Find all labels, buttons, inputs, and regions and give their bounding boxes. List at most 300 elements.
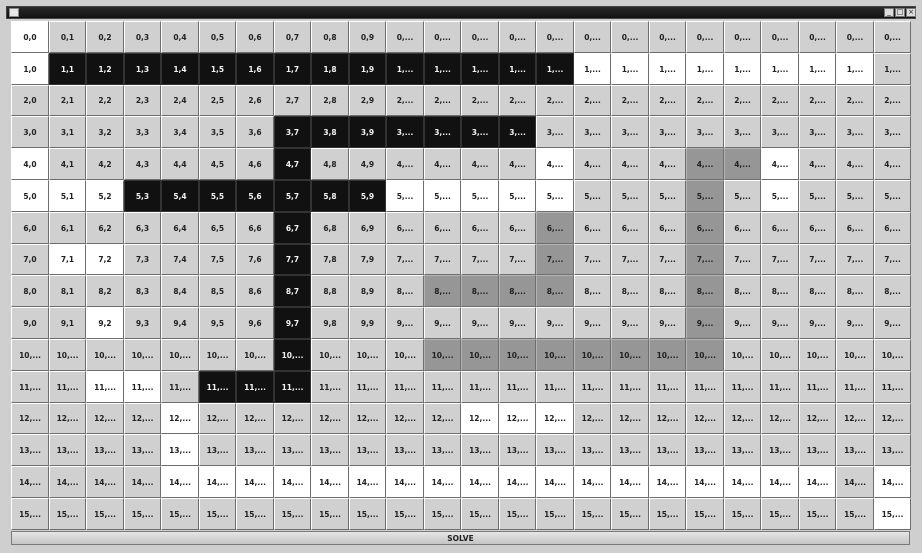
grid-cell-empty[interactable]: 6,1 xyxy=(49,212,86,244)
grid-cell-empty[interactable]: 15,... xyxy=(124,498,161,530)
grid-cell-empty[interactable]: 15,... xyxy=(686,498,724,530)
grid-cell-empty[interactable]: 13,... xyxy=(274,434,311,466)
grid-cell-empty[interactable]: 9,... xyxy=(724,307,761,339)
grid-cell-empty[interactable]: 9,8 xyxy=(311,307,349,339)
grid-cell-empty[interactable]: 2,4 xyxy=(161,85,199,116)
grid-cell-empty[interactable]: 4,9 xyxy=(349,148,386,180)
grid-cell-wall[interactable]: 5,4 xyxy=(161,180,199,212)
grid-cell-empty[interactable]: 12,... xyxy=(49,403,86,434)
grid-cell-open[interactable]: 14,... xyxy=(724,466,761,498)
grid-cell-path[interactable]: 9,... xyxy=(686,307,724,339)
grid-cell-empty[interactable]: 3,... xyxy=(799,116,836,148)
grid-cell-empty[interactable]: 14,... xyxy=(11,466,49,498)
grid-cell-empty[interactable]: 4,8 xyxy=(311,148,349,180)
grid-cell-empty[interactable]: 6,2 xyxy=(86,212,124,244)
grid-cell-empty[interactable]: 13,... xyxy=(236,434,274,466)
grid-cell-open[interactable]: 12,... xyxy=(161,403,199,434)
grid-cell-empty[interactable]: 3,3 xyxy=(124,116,161,148)
grid-cell-empty[interactable]: 0,... xyxy=(611,21,649,53)
grid-cell-empty[interactable]: 11,... xyxy=(836,371,874,403)
grid-cell-empty[interactable]: 8,8 xyxy=(311,275,349,307)
grid-cell-empty[interactable]: 9,1 xyxy=(49,307,86,339)
grid-cell-empty[interactable]: 7,9 xyxy=(349,244,386,275)
grid-cell-empty[interactable]: 11,... xyxy=(161,371,199,403)
grid-cell-empty[interactable]: 9,6 xyxy=(236,307,274,339)
grid-cell-open[interactable]: 14,... xyxy=(536,466,574,498)
grid-cell-empty[interactable]: 12,... xyxy=(11,403,49,434)
grid-cell-empty[interactable]: 6,3 xyxy=(124,212,161,244)
grid-cell-path[interactable]: 10,... xyxy=(424,339,461,371)
grid-cell-wall[interactable]: 3,9 xyxy=(349,116,386,148)
grid-cell-empty[interactable]: 6,9 xyxy=(349,212,386,244)
grid-cell-open[interactable]: 14,... xyxy=(311,466,349,498)
grid-cell-empty[interactable]: 2,... xyxy=(874,85,911,116)
grid-cell-empty[interactable]: 2,... xyxy=(611,85,649,116)
grid-cell-wall[interactable]: 1,1 xyxy=(49,53,86,85)
grid-cell-open[interactable]: 12,... xyxy=(461,403,499,434)
grid-cell-empty[interactable]: 0,... xyxy=(836,21,874,53)
grid-cell-empty[interactable]: 1,... xyxy=(874,53,911,85)
grid-cell-open[interactable]: 1,... xyxy=(574,53,611,85)
grid-cell-open[interactable]: 1,... xyxy=(611,53,649,85)
grid-cell-open[interactable]: 1,... xyxy=(724,53,761,85)
grid-cell-empty[interactable]: 10,... xyxy=(124,339,161,371)
grid-cell-wall[interactable]: 6,7 xyxy=(274,212,311,244)
grid-cell-empty[interactable]: 10,... xyxy=(761,339,799,371)
grid-cell-empty[interactable]: 4,1 xyxy=(49,148,86,180)
grid-cell-empty[interactable]: 12,... xyxy=(799,403,836,434)
grid-cell-open[interactable]: 14,... xyxy=(574,466,611,498)
grid-cell-path[interactable]: 10,... xyxy=(574,339,611,371)
grid-cell-empty[interactable]: 10,... xyxy=(874,339,911,371)
grid-cell-empty[interactable]: 3,... xyxy=(536,116,574,148)
grid-cell-empty[interactable]: 8,... xyxy=(649,275,686,307)
grid-cell-wall[interactable]: 10,... xyxy=(274,339,311,371)
grid-cell-empty[interactable]: 5,... xyxy=(799,180,836,212)
minimize-button[interactable]: _ xyxy=(884,8,894,17)
grid-cell-open[interactable]: 14,... xyxy=(799,466,836,498)
grid-cell-open[interactable]: 7,2 xyxy=(86,244,124,275)
grid-cell-empty[interactable]: 14,... xyxy=(124,466,161,498)
grid-cell-empty[interactable]: 7,... xyxy=(836,244,874,275)
grid-cell-empty[interactable]: 15,... xyxy=(649,498,686,530)
grid-cell-empty[interactable]: 12,... xyxy=(86,403,124,434)
grid-cell-path[interactable]: 7,... xyxy=(536,244,574,275)
grid-cell-open[interactable]: 14,... xyxy=(611,466,649,498)
grid-cell-path[interactable]: 10,... xyxy=(499,339,536,371)
grid-cell-empty[interactable]: 15,... xyxy=(761,498,799,530)
grid-cell-wall[interactable]: 9,7 xyxy=(274,307,311,339)
grid-cell-wall[interactable]: 5,6 xyxy=(236,180,274,212)
grid-cell-open[interactable]: 5,... xyxy=(536,180,574,212)
grid-cell-empty[interactable]: 6,6 xyxy=(236,212,274,244)
grid-cell-path[interactable]: 6,... xyxy=(536,212,574,244)
grid-cell-wall[interactable]: 1,... xyxy=(424,53,461,85)
grid-cell-empty[interactable]: 7,... xyxy=(386,244,424,275)
grid-cell-empty[interactable]: 7,... xyxy=(761,244,799,275)
grid-cell-empty[interactable]: 12,... xyxy=(611,403,649,434)
grid-cell-empty[interactable]: 2,... xyxy=(724,85,761,116)
grid-cell-empty[interactable]: 15,... xyxy=(86,498,124,530)
grid-cell-empty[interactable]: 15,... xyxy=(386,498,424,530)
grid-cell-empty[interactable]: 0,... xyxy=(686,21,724,53)
grid-cell-open[interactable]: 5,... xyxy=(461,180,499,212)
grid-cell-empty[interactable]: 0,5 xyxy=(199,21,236,53)
grid-cell-empty[interactable]: 5,... xyxy=(874,180,911,212)
grid-cell-empty[interactable]: 9,... xyxy=(461,307,499,339)
grid-cell-empty[interactable]: 12,... xyxy=(574,403,611,434)
grid-cell-empty[interactable]: 0,... xyxy=(461,21,499,53)
grid-cell-empty[interactable]: 13,... xyxy=(874,434,911,466)
grid-cell-empty[interactable]: 2,... xyxy=(574,85,611,116)
grid-cell-wall[interactable]: 5,8 xyxy=(311,180,349,212)
title-bar[interactable] xyxy=(6,6,916,19)
grid-cell-empty[interactable]: 9,... xyxy=(611,307,649,339)
grid-cell-open[interactable]: 9,2 xyxy=(86,307,124,339)
grid-cell-empty[interactable]: 10,... xyxy=(11,339,49,371)
grid-cell-wall[interactable]: 1,6 xyxy=(236,53,274,85)
grid-cell-empty[interactable]: 7,4 xyxy=(161,244,199,275)
grid-cell-empty[interactable]: 7,... xyxy=(499,244,536,275)
grid-cell-empty[interactable]: 0,9 xyxy=(349,21,386,53)
grid-cell-empty[interactable]: 7,... xyxy=(611,244,649,275)
grid-cell-empty[interactable]: 2,... xyxy=(686,85,724,116)
grid-cell-empty[interactable]: 9,... xyxy=(386,307,424,339)
grid-cell-empty[interactable]: 9,... xyxy=(761,307,799,339)
grid-cell-path[interactable]: 10,... xyxy=(461,339,499,371)
grid-cell-empty[interactable]: 2,... xyxy=(761,85,799,116)
grid-cell-open[interactable]: 1,... xyxy=(799,53,836,85)
grid-cell-wall[interactable]: 11,... xyxy=(236,371,274,403)
grid-cell-empty[interactable]: 8,... xyxy=(724,275,761,307)
grid-cell-empty[interactable]: 9,... xyxy=(836,307,874,339)
grid-cell-empty[interactable]: 14,... xyxy=(86,466,124,498)
grid-cell-empty[interactable]: 4,... xyxy=(799,148,836,180)
grid-cell-wall[interactable]: 5,3 xyxy=(124,180,161,212)
grid-cell-wall[interactable]: 5,5 xyxy=(199,180,236,212)
grid-cell-empty[interactable]: 4,... xyxy=(461,148,499,180)
grid-cell-open[interactable]: 4,0 xyxy=(11,148,49,180)
grid-cell-path[interactable]: 10,... xyxy=(611,339,649,371)
grid-cell-open[interactable]: 1,... xyxy=(649,53,686,85)
grid-cell-empty[interactable]: 13,... xyxy=(461,434,499,466)
grid-cell-empty[interactable]: 13,... xyxy=(11,434,49,466)
grid-cell-empty[interactable]: 2,... xyxy=(799,85,836,116)
grid-cell-empty[interactable]: 12,... xyxy=(836,403,874,434)
grid-cell-empty[interactable]: 2,8 xyxy=(311,85,349,116)
grid-cell-empty[interactable]: 2,2 xyxy=(86,85,124,116)
grid-cell-open[interactable]: 14,... xyxy=(236,466,274,498)
grid-cell-open[interactable]: 5,1 xyxy=(49,180,86,212)
grid-cell-path[interactable]: 10,... xyxy=(686,339,724,371)
grid-cell-empty[interactable]: 10,... xyxy=(311,339,349,371)
grid-cell-empty[interactable]: 7,... xyxy=(574,244,611,275)
grid-cell-empty[interactable]: 9,... xyxy=(499,307,536,339)
grid-cell-empty[interactable]: 6,0 xyxy=(11,212,49,244)
grid-cell-empty[interactable]: 2,... xyxy=(536,85,574,116)
grid-cell-open[interactable]: 1,... xyxy=(686,53,724,85)
grid-cell-empty[interactable]: 9,... xyxy=(574,307,611,339)
grid-cell-empty[interactable]: 11,... xyxy=(49,371,86,403)
grid-cell-empty[interactable]: 10,... xyxy=(49,339,86,371)
grid-cell-empty[interactable]: 11,... xyxy=(611,371,649,403)
grid-cell-open[interactable]: 4,... xyxy=(536,148,574,180)
grid-cell-empty[interactable]: 9,... xyxy=(649,307,686,339)
grid-cell-open[interactable]: 12,... xyxy=(499,403,536,434)
grid-cell-empty[interactable]: 3,5 xyxy=(199,116,236,148)
grid-cell-empty[interactable]: 13,... xyxy=(611,434,649,466)
grid-cell-empty[interactable]: 0,... xyxy=(536,21,574,53)
grid-cell-empty[interactable]: 2,... xyxy=(499,85,536,116)
grid-cell-open[interactable]: 5,0 xyxy=(11,180,49,212)
grid-cell-empty[interactable]: 0,... xyxy=(724,21,761,53)
grid-cell-open[interactable]: 4,... xyxy=(761,148,799,180)
grid-cell-wall[interactable]: 1,2 xyxy=(86,53,124,85)
grid-cell-empty[interactable]: 15,... xyxy=(611,498,649,530)
grid-cell-empty[interactable]: 11,... xyxy=(311,371,349,403)
grid-cell-path[interactable]: 8,... xyxy=(686,275,724,307)
grid-cell-empty[interactable]: 6,... xyxy=(386,212,424,244)
grid-cell-open[interactable]: 5,... xyxy=(499,180,536,212)
grid-cell-empty[interactable]: 15,... xyxy=(311,498,349,530)
grid-cell-empty[interactable]: 6,... xyxy=(649,212,686,244)
grid-cell-empty[interactable]: 0,... xyxy=(386,21,424,53)
grid-cell-empty[interactable]: 11,... xyxy=(686,371,724,403)
grid-cell-open[interactable]: 7,1 xyxy=(49,244,86,275)
grid-cell-path[interactable]: 4,... xyxy=(724,148,761,180)
grid-cell-empty[interactable]: 7,0 xyxy=(11,244,49,275)
grid-cell-wall[interactable]: 3,... xyxy=(499,116,536,148)
grid-cell-empty[interactable]: 8,... xyxy=(799,275,836,307)
grid-cell-open[interactable]: 14,... xyxy=(274,466,311,498)
grid-cell-empty[interactable]: 11,... xyxy=(11,371,49,403)
grid-cell-open[interactable]: 5,... xyxy=(761,180,799,212)
grid-cell-empty[interactable]: 15,... xyxy=(49,498,86,530)
grid-cell-open[interactable]: 1,0 xyxy=(11,53,49,85)
grid-cell-wall[interactable]: 1,... xyxy=(461,53,499,85)
grid-cell-open[interactable]: 1,... xyxy=(761,53,799,85)
grid-cell-empty[interactable]: 6,5 xyxy=(199,212,236,244)
grid-cell-empty[interactable]: 10,... xyxy=(724,339,761,371)
grid-cell-empty[interactable]: 8,9 xyxy=(349,275,386,307)
grid-cell-empty[interactable]: 6,... xyxy=(574,212,611,244)
grid-cell-empty[interactable]: 12,... xyxy=(236,403,274,434)
grid-cell-empty[interactable]: 6,8 xyxy=(311,212,349,244)
grid-cell-empty[interactable]: 8,5 xyxy=(199,275,236,307)
grid-cell-empty[interactable]: 3,... xyxy=(874,116,911,148)
grid-cell-wall[interactable]: 11,... xyxy=(274,371,311,403)
grid-cell-empty[interactable]: 6,... xyxy=(836,212,874,244)
grid-cell-open[interactable]: 12,... xyxy=(536,403,574,434)
grid-cell-empty[interactable]: 7,... xyxy=(649,244,686,275)
grid-cell-empty[interactable]: 15,... xyxy=(424,498,461,530)
solve-button[interactable]: SOLVE xyxy=(11,531,910,545)
grid-cell-empty[interactable]: 8,6 xyxy=(236,275,274,307)
grid-cell-empty[interactable]: 12,... xyxy=(124,403,161,434)
grid-cell-empty[interactable]: 4,2 xyxy=(86,148,124,180)
grid-cell-open[interactable]: 14,... xyxy=(161,466,199,498)
grid-cell-path[interactable]: 8,... xyxy=(499,275,536,307)
grid-cell-empty[interactable]: 9,... xyxy=(424,307,461,339)
grid-cell-empty[interactable]: 10,... xyxy=(161,339,199,371)
grid-cell-empty[interactable]: 0,... xyxy=(761,21,799,53)
grid-cell-empty[interactable]: 11,... xyxy=(461,371,499,403)
grid-cell-empty[interactable]: 4,4 xyxy=(161,148,199,180)
grid-cell-empty[interactable]: 0,8 xyxy=(311,21,349,53)
grid-cell-empty[interactable]: 3,2 xyxy=(86,116,124,148)
grid-cell-empty[interactable]: 9,9 xyxy=(349,307,386,339)
grid-cell-empty[interactable]: 12,... xyxy=(199,403,236,434)
grid-cell-empty[interactable]: 8,... xyxy=(386,275,424,307)
grid-cell-empty[interactable]: 11,... xyxy=(724,371,761,403)
grid-cell-empty[interactable]: 15,... xyxy=(461,498,499,530)
grid-cell-empty[interactable]: 13,... xyxy=(386,434,424,466)
grid-cell-empty[interactable]: 11,... xyxy=(536,371,574,403)
grid-cell-empty[interactable]: 2,9 xyxy=(349,85,386,116)
grid-cell-open[interactable]: 5,2 xyxy=(86,180,124,212)
grid-cell-empty[interactable]: 0,1 xyxy=(49,21,86,53)
grid-cell-open[interactable]: 14,... xyxy=(199,466,236,498)
grid-cell-empty[interactable]: 15,... xyxy=(274,498,311,530)
grid-cell-empty[interactable]: 8,... xyxy=(761,275,799,307)
grid-cell-path[interactable]: 5,... xyxy=(686,180,724,212)
grid-cell-empty[interactable]: 8,... xyxy=(874,275,911,307)
grid-cell-empty[interactable]: 4,... xyxy=(386,148,424,180)
grid-cell-empty[interactable]: 12,... xyxy=(761,403,799,434)
grid-cell-empty[interactable]: 4,... xyxy=(874,148,911,180)
grid-cell-empty[interactable]: 13,... xyxy=(649,434,686,466)
grid-cell-empty[interactable]: 15,... xyxy=(724,498,761,530)
grid-cell-empty[interactable]: 2,1 xyxy=(49,85,86,116)
grid-cell-empty[interactable]: 11,... xyxy=(574,371,611,403)
grid-cell-empty[interactable]: 5,... xyxy=(574,180,611,212)
grid-cell-empty[interactable]: 7,... xyxy=(461,244,499,275)
grid-cell-path[interactable]: 7,... xyxy=(686,244,724,275)
grid-cell-empty[interactable]: 9,... xyxy=(874,307,911,339)
grid-cell-empty[interactable]: 2,... xyxy=(649,85,686,116)
grid-cell-empty[interactable]: 12,... xyxy=(649,403,686,434)
grid-cell-empty[interactable]: 13,... xyxy=(724,434,761,466)
grid-cell-wall[interactable]: 8,7 xyxy=(274,275,311,307)
grid-cell-empty[interactable]: 13,... xyxy=(574,434,611,466)
grid-cell-empty[interactable]: 11,... xyxy=(761,371,799,403)
grid-cell-open[interactable]: 14,... xyxy=(386,466,424,498)
grid-cell-empty[interactable]: 3,... xyxy=(611,116,649,148)
grid-cell-empty[interactable]: 7,3 xyxy=(124,244,161,275)
grid-cell-wall[interactable]: 1,3 xyxy=(124,53,161,85)
maximize-button[interactable]: □ xyxy=(896,8,904,16)
grid-cell-empty[interactable]: 0,... xyxy=(424,21,461,53)
grid-cell-empty[interactable]: 9,... xyxy=(536,307,574,339)
grid-cell-empty[interactable]: 9,5 xyxy=(199,307,236,339)
grid-cell-empty[interactable]: 11,... xyxy=(499,371,536,403)
grid-cell-empty[interactable]: 8,3 xyxy=(124,275,161,307)
grid-cell-empty[interactable]: 15,... xyxy=(11,498,49,530)
grid-cell-empty[interactable]: 3,4 xyxy=(161,116,199,148)
grid-cell-empty[interactable]: 0,... xyxy=(574,21,611,53)
grid-cell-wall[interactable]: 4,7 xyxy=(274,148,311,180)
grid-cell-empty[interactable]: 0,7 xyxy=(274,21,311,53)
grid-cell-path[interactable]: 8,... xyxy=(461,275,499,307)
grid-cell-open[interactable]: 14,... xyxy=(424,466,461,498)
grid-cell-empty[interactable]: 0,2 xyxy=(86,21,124,53)
grid-cell-open[interactable]: 14,... xyxy=(649,466,686,498)
grid-cell-wall[interactable]: 1,... xyxy=(499,53,536,85)
grid-cell-empty[interactable]: 8,4 xyxy=(161,275,199,307)
grid-cell-empty[interactable]: 15,... xyxy=(836,498,874,530)
grid-cell-empty[interactable]: 14,... xyxy=(836,466,874,498)
grid-cell-empty[interactable]: 3,... xyxy=(724,116,761,148)
grid-cell-empty[interactable]: 2,6 xyxy=(236,85,274,116)
grid-cell-empty[interactable]: 6,4 xyxy=(161,212,199,244)
grid-cell-empty[interactable]: 13,... xyxy=(424,434,461,466)
grid-cell-empty[interactable]: 11,... xyxy=(649,371,686,403)
grid-cell-open[interactable]: 0,0 xyxy=(11,21,49,53)
grid-cell-empty[interactable]: 2,5 xyxy=(199,85,236,116)
grid-cell-empty[interactable]: 13,... xyxy=(349,434,386,466)
grid-cell-open[interactable]: 15,... xyxy=(874,498,911,530)
grid-cell-wall[interactable]: 11,... xyxy=(199,371,236,403)
grid-cell-empty[interactable]: 6,... xyxy=(874,212,911,244)
grid-cell-empty[interactable]: 3,0 xyxy=(11,116,49,148)
grid-cell-empty[interactable]: 3,... xyxy=(649,116,686,148)
grid-cell-empty[interactable]: 4,3 xyxy=(124,148,161,180)
grid-cell-empty[interactable]: 3,... xyxy=(574,116,611,148)
grid-cell-open[interactable]: 14,... xyxy=(686,466,724,498)
grid-cell-open[interactable]: 11,... xyxy=(124,371,161,403)
grid-cell-empty[interactable]: 9,... xyxy=(799,307,836,339)
grid-cell-empty[interactable]: 0,... xyxy=(874,21,911,53)
grid-cell-empty[interactable]: 11,... xyxy=(799,371,836,403)
grid-cell-empty[interactable]: 3,... xyxy=(686,116,724,148)
grid-cell-empty[interactable]: 2,3 xyxy=(124,85,161,116)
grid-cell-empty[interactable]: 15,... xyxy=(161,498,199,530)
grid-cell-open[interactable]: 14,... xyxy=(349,466,386,498)
grid-cell-open[interactable]: 13,... xyxy=(161,434,199,466)
grid-cell-empty[interactable]: 3,1 xyxy=(49,116,86,148)
grid-cell-empty[interactable]: 12,... xyxy=(349,403,386,434)
grid-cell-open[interactable]: 1,... xyxy=(836,53,874,85)
grid-cell-empty[interactable]: 3,6 xyxy=(236,116,274,148)
grid-cell-empty[interactable]: 11,... xyxy=(424,371,461,403)
grid-cell-empty[interactable]: 6,... xyxy=(761,212,799,244)
grid-cell-empty[interactable]: 7,5 xyxy=(199,244,236,275)
grid-cell-path[interactable]: 8,... xyxy=(536,275,574,307)
grid-cell-empty[interactable]: 3,... xyxy=(761,116,799,148)
grid-cell-empty[interactable]: 4,... xyxy=(574,148,611,180)
grid-cell-empty[interactable]: 4,5 xyxy=(199,148,236,180)
grid-cell-path[interactable]: 4,... xyxy=(686,148,724,180)
grid-cell-wall[interactable]: 1,5 xyxy=(199,53,236,85)
grid-cell-empty[interactable]: 12,... xyxy=(724,403,761,434)
grid-cell-path[interactable]: 8,... xyxy=(424,275,461,307)
grid-cell-empty[interactable]: 10,... xyxy=(386,339,424,371)
grid-cell-open[interactable]: 14,... xyxy=(461,466,499,498)
grid-cell-empty[interactable]: 0,... xyxy=(799,21,836,53)
grid-cell-empty[interactable]: 10,... xyxy=(349,339,386,371)
grid-cell-empty[interactable]: 14,... xyxy=(49,466,86,498)
grid-cell-wall[interactable]: 1,9 xyxy=(349,53,386,85)
grid-cell-empty[interactable]: 6,... xyxy=(724,212,761,244)
grid-cell-empty[interactable]: 15,... xyxy=(199,498,236,530)
grid-cell-empty[interactable]: 2,7 xyxy=(274,85,311,116)
grid-cell-empty[interactable]: 10,... xyxy=(86,339,124,371)
grid-cell-empty[interactable]: 2,... xyxy=(386,85,424,116)
grid-cell-empty[interactable]: 15,... xyxy=(349,498,386,530)
grid-cell-empty[interactable]: 12,... xyxy=(311,403,349,434)
grid-cell-empty[interactable]: 2,... xyxy=(424,85,461,116)
grid-cell-open[interactable]: 14,... xyxy=(761,466,799,498)
